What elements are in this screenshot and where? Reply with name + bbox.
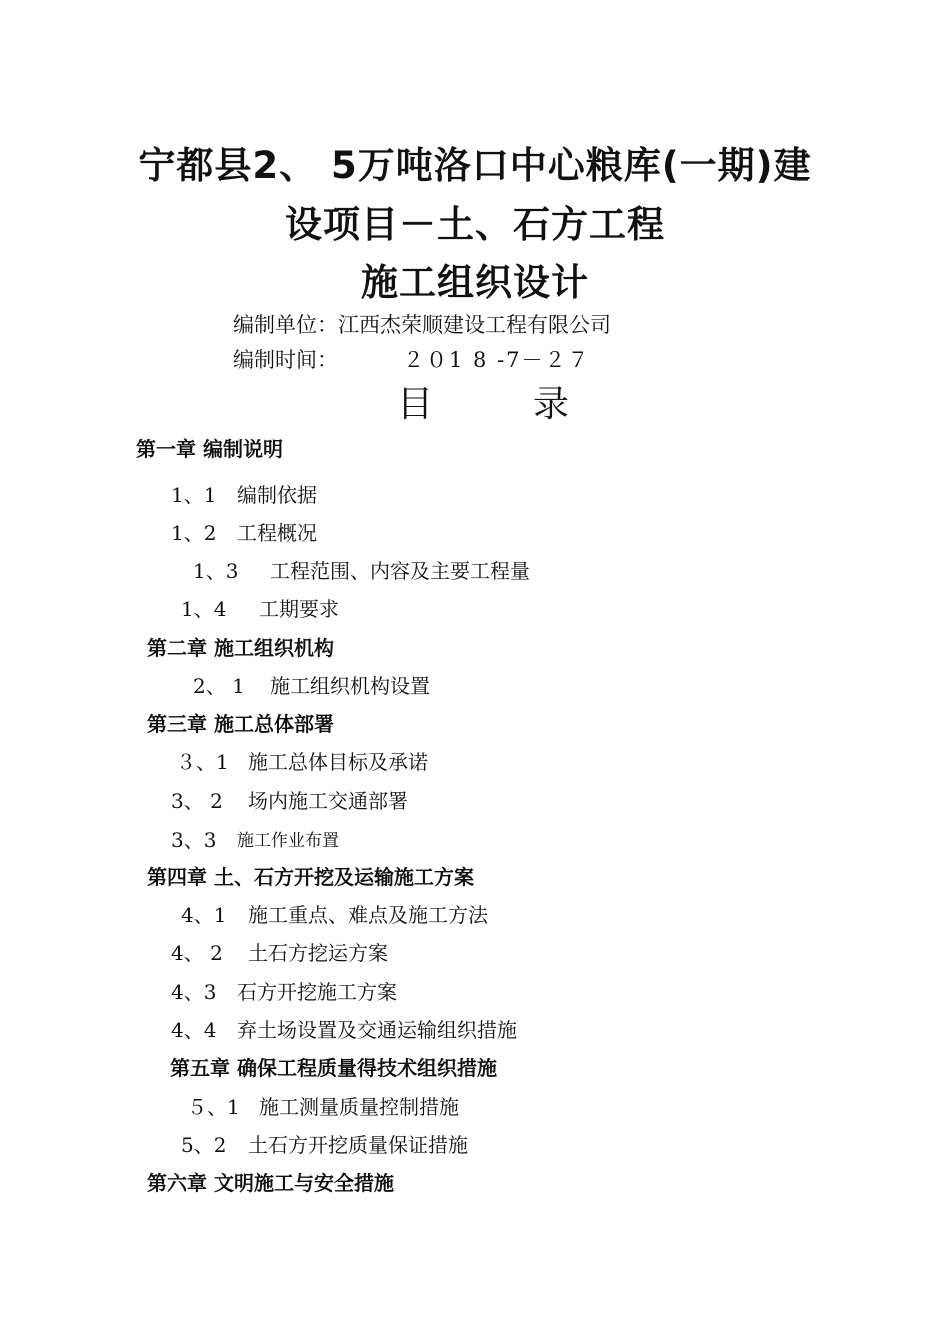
toc-chapter-6: 第六章 文明施工与安全措施 bbox=[147, 1171, 394, 1195]
toc-heading-right: 录 bbox=[533, 384, 570, 425]
toc-heading-left: 目 bbox=[397, 384, 434, 425]
toc-section-number: 5、2 bbox=[181, 1133, 227, 1157]
compiler-unit-label: 编制单位： bbox=[233, 313, 338, 337]
compile-time-label: 编制时间： bbox=[233, 348, 338, 372]
compiler-unit bbox=[233, 309, 611, 339]
toc-section-number: 1、1 bbox=[171, 483, 217, 507]
title-line-3: 施工组织设计 bbox=[361, 261, 589, 304]
toc-section-title: 场内施工交通部署 bbox=[248, 789, 408, 813]
toc-section-number: 4、 2 bbox=[171, 941, 223, 965]
toc-chapter-3: 第三章 施工总体部署 bbox=[147, 712, 334, 736]
toc-chapter-5: 第五章 确保工程质量得技术组织措施 bbox=[170, 1056, 497, 1080]
toc-chapter-1: 第一章 编制说明 bbox=[136, 437, 283, 461]
toc-section-number: 1、4 bbox=[181, 597, 227, 621]
toc-section-number: 1、2 bbox=[171, 521, 217, 545]
toc-section-number: 4、1 bbox=[181, 903, 227, 927]
toc-section-title: 工程概况 bbox=[237, 521, 317, 545]
toc-section-number: 3、 2 bbox=[171, 789, 223, 813]
compiler-unit-value: 江西杰荣顺建设工程有限公司 bbox=[338, 313, 611, 337]
toc-section-title: 编制依据 bbox=[237, 483, 317, 507]
toc-section-title: 施工总体目标及承诺 bbox=[248, 750, 428, 774]
toc-section-number: 4、4 bbox=[171, 1018, 217, 1042]
toc-section-number: 4、3 bbox=[171, 980, 217, 1004]
toc-section-title: 施工测量质量控制措施 bbox=[259, 1095, 459, 1119]
toc-section-title: 工程范围、内容及主要工程量 bbox=[270, 559, 530, 583]
toc-section-number: ５、1 bbox=[187, 1095, 240, 1119]
title-line-1: 宁都县2、 5万吨洛口中心粮库(一期)建 bbox=[138, 144, 812, 187]
toc-section-title: 工期要求 bbox=[259, 597, 339, 621]
toc-section-title: 土石方挖运方案 bbox=[248, 941, 388, 965]
toc-section-title: 施工组织机构设置 bbox=[270, 674, 430, 698]
compile-time-value: ２０1 8 -7－２７ bbox=[403, 348, 591, 372]
toc-chapter-4: 第四章 土、石方开挖及运输施工方案 bbox=[147, 865, 474, 889]
toc-section-title: 施工作业布置 bbox=[237, 831, 339, 851]
toc-section-title: 施工重点、难点及施工方法 bbox=[248, 903, 488, 927]
toc-section-title: 弃土场设置及交通运输组织措施 bbox=[237, 1018, 517, 1042]
toc-section-number: 2、 1 bbox=[193, 674, 245, 698]
title-line-2: 设项目－土、石方工程 bbox=[285, 203, 665, 246]
toc-chapter-2: 第二章 施工组织机构 bbox=[147, 636, 334, 660]
toc-section-number: 3、3 bbox=[171, 828, 217, 852]
toc-section-number: ３、1 bbox=[176, 750, 229, 774]
toc-section-number: 1、3 bbox=[193, 559, 239, 583]
compile-time bbox=[233, 344, 591, 374]
toc-section-title: 土石方开挖质量保证措施 bbox=[248, 1133, 468, 1157]
toc-section-title: 石方开挖施工方案 bbox=[237, 980, 397, 1004]
